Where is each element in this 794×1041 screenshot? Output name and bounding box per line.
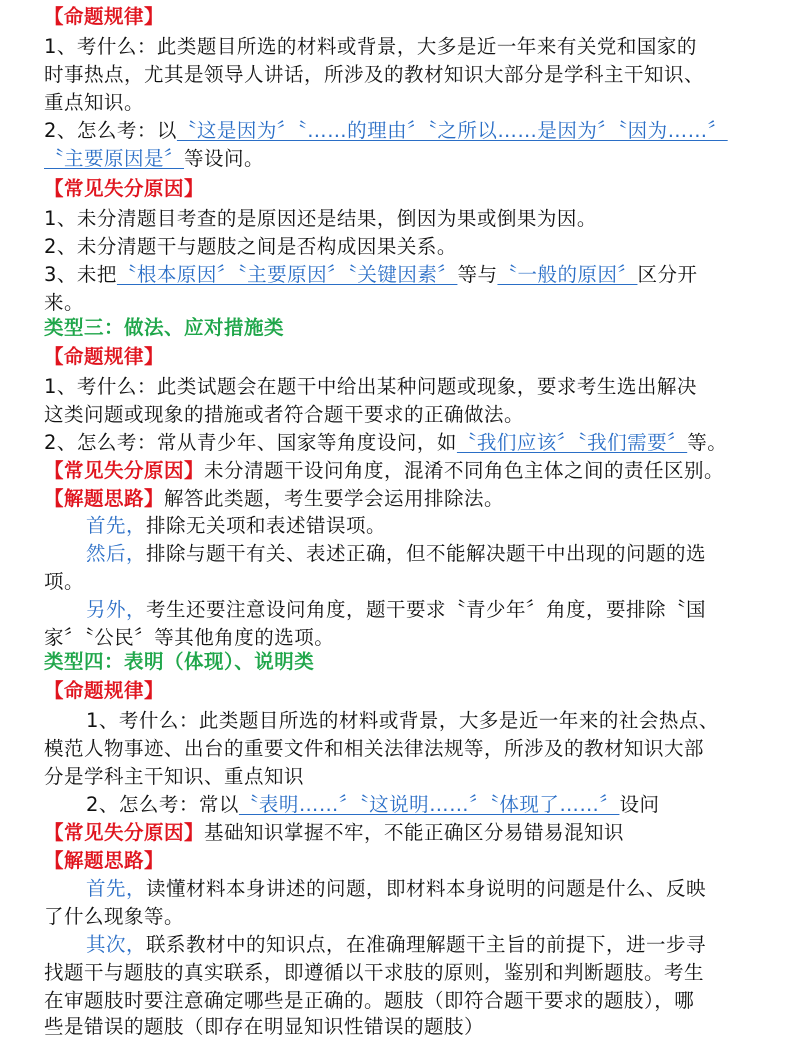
body-text: 模范人物事迹、出台的重要文件和相关法律法规等，所涉及的教材知识大部 xyxy=(44,737,705,760)
section-heading: 【解题思路】 xyxy=(44,849,165,872)
text-line xyxy=(0,677,794,705)
text-line xyxy=(0,175,794,203)
text-line xyxy=(0,735,794,763)
text-line xyxy=(0,596,794,624)
body-text: 2、怎么考：常以 xyxy=(86,793,239,816)
text-line xyxy=(0,205,794,233)
body-text: 分是学科主干知识、重点知识 xyxy=(44,765,305,788)
body-text: 设问 xyxy=(619,793,660,816)
text-line xyxy=(0,847,794,875)
body-text: 等设问。 xyxy=(184,147,265,170)
step-marker: 另外， xyxy=(86,598,147,621)
text-line xyxy=(0,457,794,485)
highlighted-phrase: 〝根本原因〞〝主要原因〞〝关键因素〞 xyxy=(116,263,458,286)
body-text: 2、怎么考：以 xyxy=(44,119,177,142)
text-line xyxy=(0,401,794,429)
section-heading: 【解题思路】 xyxy=(44,487,165,510)
text-line xyxy=(0,707,794,735)
text-line xyxy=(0,485,794,513)
body-text: 读懂材料本身讲述的问题，即材料本身说明的问题是什么、反映 xyxy=(146,877,707,900)
section-heading: 【命题规律】 xyxy=(44,345,165,368)
text-line xyxy=(0,648,794,676)
text-line xyxy=(0,1013,794,1041)
section-heading: 【常见失分原因】 xyxy=(44,821,205,844)
body-text: 排除与题干有关、表述正确，但不能解决题干中出现的问题的选 xyxy=(146,542,707,565)
body-text: 2、未分清题干与题肢之间是否构成因果关系。 xyxy=(44,235,457,258)
highlighted-phrase: 〝表明……〞〝这说明……〞〝体现了……〞 xyxy=(238,793,620,816)
text-line xyxy=(0,819,794,847)
text-line xyxy=(0,987,794,1015)
text-line xyxy=(0,903,794,931)
section-heading: 【命题规律】 xyxy=(44,679,165,702)
text-line xyxy=(0,117,794,145)
body-text: 2、怎么考：常从青少年、国家等角度设问，如 xyxy=(44,431,457,454)
body-text: 1、考什么：此类试题会在题干中给出某种问题或现象，要求考生选出解决 xyxy=(44,375,697,398)
text-line xyxy=(0,145,794,173)
body-text: 3、未把 xyxy=(44,263,117,286)
section-heading: 【常见失分原因】 xyxy=(44,459,205,482)
text-line xyxy=(0,931,794,959)
body-text: 些是错误的题肢（即存在明显知识性错误的题肢） xyxy=(44,1015,485,1038)
body-text: 这类问题或现象的措施或者符合题干要求的正确做法。 xyxy=(44,403,525,426)
section-heading: 【常见失分原因】 xyxy=(44,177,205,200)
body-text: 解答此类题，考生要学会运用排除法。 xyxy=(164,487,505,510)
step-marker: 然后， xyxy=(86,542,147,565)
body-text: 基础知识掌握不牢，不能正确区分易错易混知识 xyxy=(204,821,625,844)
text-line xyxy=(0,959,794,987)
body-text: 重点知识。 xyxy=(44,91,145,114)
text-line xyxy=(0,568,794,596)
text-line xyxy=(0,33,794,61)
type-heading: 类型三：做法、应对措施类 xyxy=(44,316,285,339)
text-line xyxy=(0,373,794,401)
text-line xyxy=(0,540,794,568)
text-line xyxy=(0,289,794,317)
highlighted-phrase: 〝这是因为〞〝……的理由〞〝之所以……是因为〞〝因为……〞 xyxy=(176,119,728,142)
body-text: 家〞〝公民〞等其他角度的选项。 xyxy=(44,626,335,649)
text-line xyxy=(0,343,794,371)
text-line xyxy=(0,875,794,903)
body-text: 未分清题干设问角度，混淆不同角色主体之间的责任区别。 xyxy=(204,459,725,482)
body-text: 来。 xyxy=(44,291,85,314)
highlighted-phrase: 〝我们应该〞〝我们需要〞 xyxy=(456,431,688,454)
body-text: 考生还要注意设问角度，题干要求〝青少年〞角度，要排除〝国 xyxy=(146,598,707,621)
step-marker: 首先， xyxy=(86,877,147,900)
body-text: 1、考什么：此类题目所选的材料或背景，大多是近一年来有关党和国家的 xyxy=(44,35,697,58)
body-text: 了什么现象等。 xyxy=(44,905,185,928)
text-line xyxy=(0,763,794,791)
highlighted-phrase: 〝主要原因是〞 xyxy=(44,147,185,170)
body-text: 1、考什么：此类题目所选的材料或背景，大多是近一年来的社会热点、 xyxy=(86,709,719,732)
body-text: 找题干与题肢的真实联系，即遵循以干求肢的原则，鉴别和判断题肢。考生 xyxy=(44,961,705,984)
section-heading: 【命题规律】 xyxy=(44,5,165,28)
body-text: 等与 xyxy=(457,263,498,286)
type-heading: 类型四：表明（体现）、说明类 xyxy=(44,650,315,673)
text-line xyxy=(0,429,794,457)
body-text: 在审题肢时要注意确定哪些是正确的。题肢（即符合题干要求的题肢），哪 xyxy=(44,989,695,1012)
step-marker: 其次， xyxy=(86,933,147,956)
body-text: 项。 xyxy=(44,570,85,593)
text-line xyxy=(0,261,794,289)
body-text: 排除无关项和表述错误项。 xyxy=(146,514,387,537)
text-line xyxy=(0,791,794,819)
step-marker: 首先， xyxy=(86,514,147,537)
text-line xyxy=(0,3,794,31)
highlighted-phrase: 〝一般的原因〞 xyxy=(497,263,638,286)
body-text: 等。 xyxy=(687,431,728,454)
text-line xyxy=(0,233,794,261)
body-text: 1、未分清题目考查的是原因还是结果，倒因为果或倒果为因。 xyxy=(44,207,597,230)
text-line xyxy=(0,314,794,342)
text-line xyxy=(0,89,794,117)
text-line xyxy=(0,512,794,540)
body-text: 时事热点，尤其是领导人讲话，所涉及的教材知识大部分是学科主干知识、 xyxy=(44,63,705,86)
body-text: 区分开 xyxy=(637,263,698,286)
body-text: 联系教材中的知识点，在准确理解题干主旨的前提下，进一步寻 xyxy=(146,933,707,956)
text-line xyxy=(0,61,794,89)
